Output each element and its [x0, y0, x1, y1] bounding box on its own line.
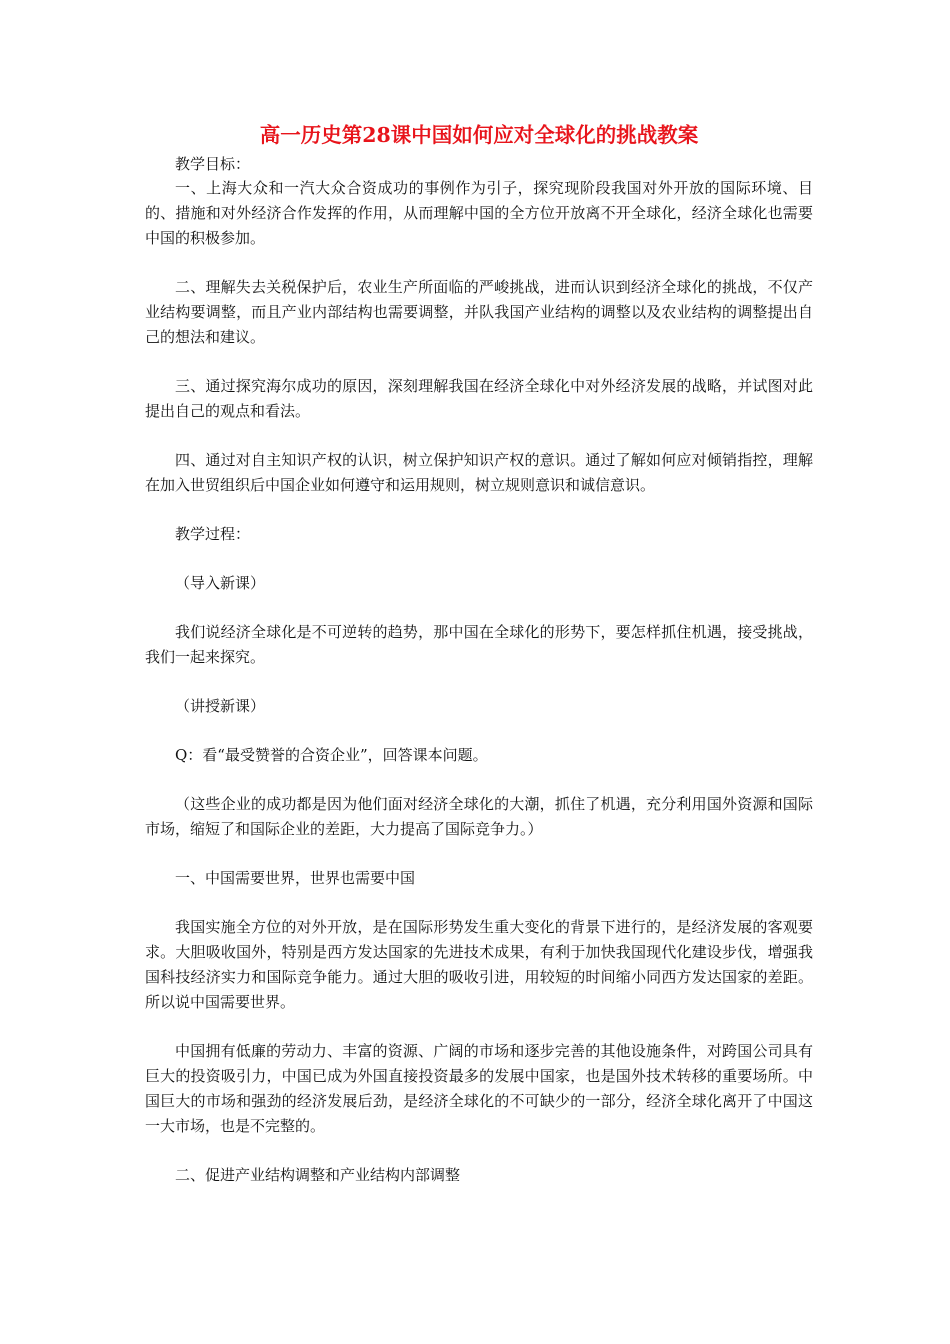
paragraph-intro-label: （导入新课） — [175, 574, 266, 592]
document-page — [145, 118, 813, 1188]
paragraph-section1-a: 我国实施全方位的对外开放，是在国际形势发生重大变化的背景下进行的，是经济发展的客观要求。大胆吸收国外，特别是西方发达国家的先进技术成果，有利于加快我国现代化建设步伐，增强我国科技经济实力和国际竞争能力。通过大胆的吸收引进，用较短的时间缩小同西方发达国家的差距。所以说中国需要世界。 — [145, 918, 813, 1011]
paragraph-objectives-heading: 教学目标： — [175, 155, 251, 173]
paragraph-question: Q：看“最受赞誉的合资企业”，回答课本问题。 — [175, 746, 488, 764]
paragraph-section1-b: 中国拥有低廉的劳动力、丰富的资源、广阔的市场和逐步完善的其他设施条件，对跨国公司具有巨大的投资吸引力，中国已成为外国直接投资最多的发展中国家，也是国外技术转移的重要场所。中国巨大的市场和强劲的经济发展后劲，是经济全球化的不可缺少的一部分，经济全球化离开了中国这一大市场，也是不完整的。 — [145, 1042, 813, 1135]
section-heading-2: 二、促进产业结构调整和产业结构内部调整 — [175, 1166, 461, 1184]
section-heading-1: 一、中国需要世界，世界也需要中国 — [175, 869, 416, 887]
paragraph-objective-2: 二、理解失去关税保护后，农业生产所面临的严峻挑战，进而认识到经济全球化的挑战，不仅产业结构要调整，而且产业内部结构也需要调整，并队我国产业结构的调整以及农业结构的调整提出自己的想法和建议。 — [145, 278, 813, 346]
paragraph-objective-3: 三、通过探究海尔成功的原因，深刻理解我国在经济全球化中对外经济发展的战略，并试图对此提出自己的观点和看法。 — [145, 377, 813, 420]
paragraph-objective-1: 一、上海大众和一汽大众合资成功的事例作为引子，探究现阶段我国对外开放的国际环境、目的、措施和对外经济合作发挥的作用，从而理解中国的全方位开放离不开全球化，经济全球化也需要中国的积极参加。 — [145, 179, 813, 247]
paragraph-objective-4: 四、通过对自主知识产权的认识，树立保护知识产权的意识。通过了解如何应对倾销指控，理解在加入世贸组织后中国企业如何遵守和运用规则，树立规则意识和诚信意识。 — [145, 451, 813, 494]
paragraph-answer: （这些企业的成功都是因为他们面对经济全球化的大潮，抓住了机遇，充分利用国外资源和国际市场，缩短了和国际企业的差距，大力提高了国际竞争力。） — [145, 795, 813, 838]
paragraph-intro-text: 我们说经济全球化是不可逆转的趋势，那中国在全球化的形势下，要怎样抓住机遇，接受挑战，我们一起来探究。 — [145, 623, 813, 666]
paragraph-process-heading: 教学过程： — [175, 525, 251, 543]
paragraph-lecture-label: （讲授新课） — [175, 697, 266, 715]
document-title: 高一历史第28课中国如何应对全球化的挑战教案 — [259, 123, 699, 147]
